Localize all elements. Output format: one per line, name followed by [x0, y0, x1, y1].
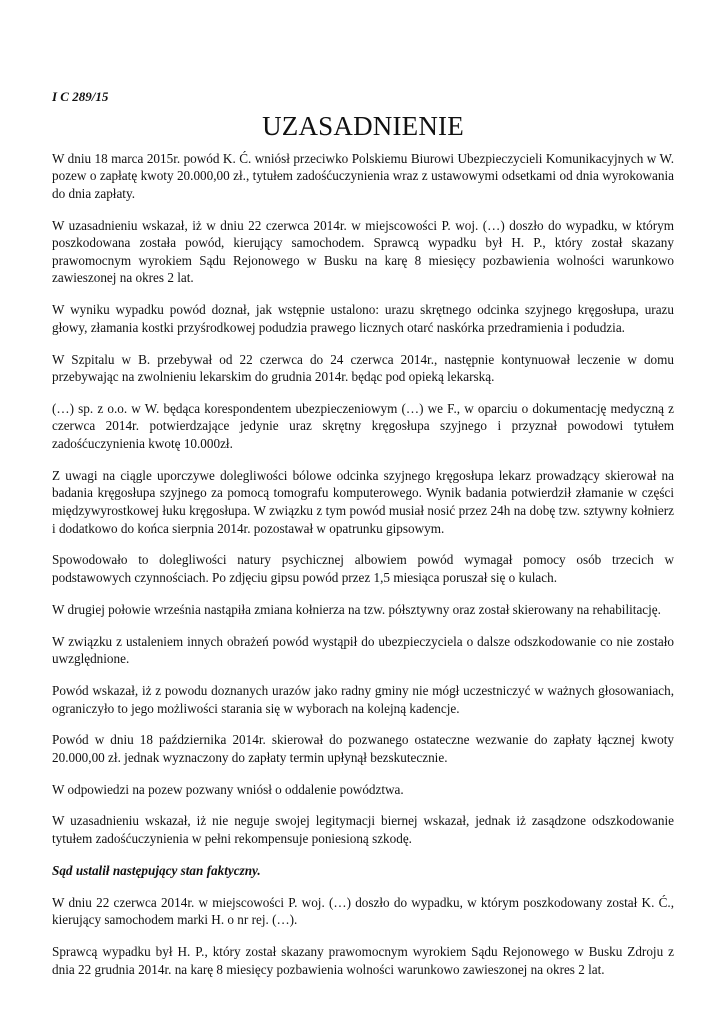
paragraph: W dniu 22 czerwca 2014r. w miejscowości P. woj. (…) doszło do wypadku, w którym poszkodowany został K. Ć., kierujący samochodem marki H. o nr rej. (…). [52, 894, 674, 928]
paragraph: Powód w dniu 18 października 2014r. skierował do pozwanego ostateczne wezwanie do zapłaty łącznej kwoty 20.000,00 zł. jednak wyznaczony do zapłaty termin upłynął bezskutecznie. [52, 732, 674, 765]
case-number: I C 289/15 [52, 89, 109, 104]
paragraph: W wyniku wypadku powód doznał, jak wstępnie ustalono: urazu skrętnego odcinka szyjnego kręgosłupa, urazu głowy, złamania kostki przyśrodkowej podudzia prawego licznych otarć naskórka przedramienia i podudzia. [52, 302, 674, 335]
paragraph: W odpowiedzi na pozew pozwany wniósł o oddalenie powództwa. [52, 781, 404, 797]
paragraph: Spowodowało to dolegliwości natury psychicznej albowiem powód wymagał pomocy osób trzecich w podstawowych czynnościach. Po zdjęciu gipsu powód przez 1,5 miesiąca poruszał się o kulach. [52, 552, 674, 585]
document-page [52, 88, 674, 992]
paragraph: Sprawcą wypadku był H. P., który został skazany prawomocnym wyrokiem Sądu Rejonowego w Busku Zdroju z dnia 22 grudnia 2014r. na karę 8 miesięcy pozbawienia wolności warunkowo zawieszonej na okres 2 lat. [52, 944, 674, 977]
paragraph: W uzasadnieniu wskazał, iż nie neguje swojej legitymacji biernej wskazał, jednak iż zasądzone odszkodowanie tytułem zadośćuczynienia w pełni rekompensuje poniesioną szkodę. [52, 813, 674, 847]
paragraph: W Szpitalu w B. przebywał od 22 czerwca do 24 czerwca 2014r., następnie kontynuował leczenie w domu przebywając na zwolnieniu lekarskim do grudnia 2014r. będąc pod opieką lekarską. [52, 351, 674, 385]
paragraph: W dniu 18 marca 2015r. powód K. Ć. wniósł przeciwko Polskiemu Biurowi Ubezpieczycieli Komunikacyjnych w W. pozew o zapłatę kwoty 20.000,00 zł., tytułem zadośćuczynienia wraz z ustawowymi odsetkami od dnia wyrokowania do dnia zapłaty. [52, 150, 674, 201]
paragraph: (…) sp. z o.o. w W. będąca korespondentem ubezpieczeniowym (…) we F., w oparciu o dokumentację medyczną z czerwca 2014r. potwierdzające jedynie uraz skrętny kręgosłupa szyjnego i przyznał powodowi tytułem zadośćuczynienia kwotę 10.000zł. [52, 400, 674, 452]
paragraph: Z uwagi na ciągle uporczywe dolegliwości bólowe odcinka szyjnego kręgosłupa lekarz prowadzący skierował na badania kręgosłupa szyjnego za pomocą tomografu komputerowego. Wynik badania potwierdził złamanie w części międzywyrostkowej łuku kręgosłupa. W związku z tym powód musiał nosić przez 24h na dobę tzw. sztywny kołnierz i dodatkowo do końca sierpnia 2014r. pozostawał w opatrunku gipsowym. [52, 467, 674, 536]
document-title: UZASADNIENIE [262, 110, 464, 141]
paragraph: Powód wskazał, iż z powodu doznanych urazów jako radny gminy nie mógł uczestniczyć w ważnych głosowaniach, ograniczyło to jego możliwości starania się w wyborach na kolejną kadencje. [52, 682, 674, 716]
paragraph: W uzasadnieniu wskazał, iż w dniu 22 czerwca 2014r. w miejscowości P. woj. (…) doszło do wypadku, w którym poszkodowana została powód, kierujący samochodem. Sprawcą wypadku był H. P., który został skazany prawomocnym wyrokiem Sądu Rejonowego w Busku na karę 8 miesięcy pozbawienia wolności warunkowo zawieszonej na okres 2 lat. [52, 217, 674, 286]
paragraph: W związku z ustaleniem innych obrażeń powód wystąpił do ubezpieczyciela o dalsze odszkodowanie co nie zostało uwzględnione. [52, 633, 674, 667]
paragraph: W drugiej połowie września nastąpiła zmiana kołnierza na tzw. półsztywny oraz został skierowany na rehabilitację. [52, 601, 661, 617]
section-heading: Sąd ustalił następujący stan faktyczny. [52, 862, 261, 878]
